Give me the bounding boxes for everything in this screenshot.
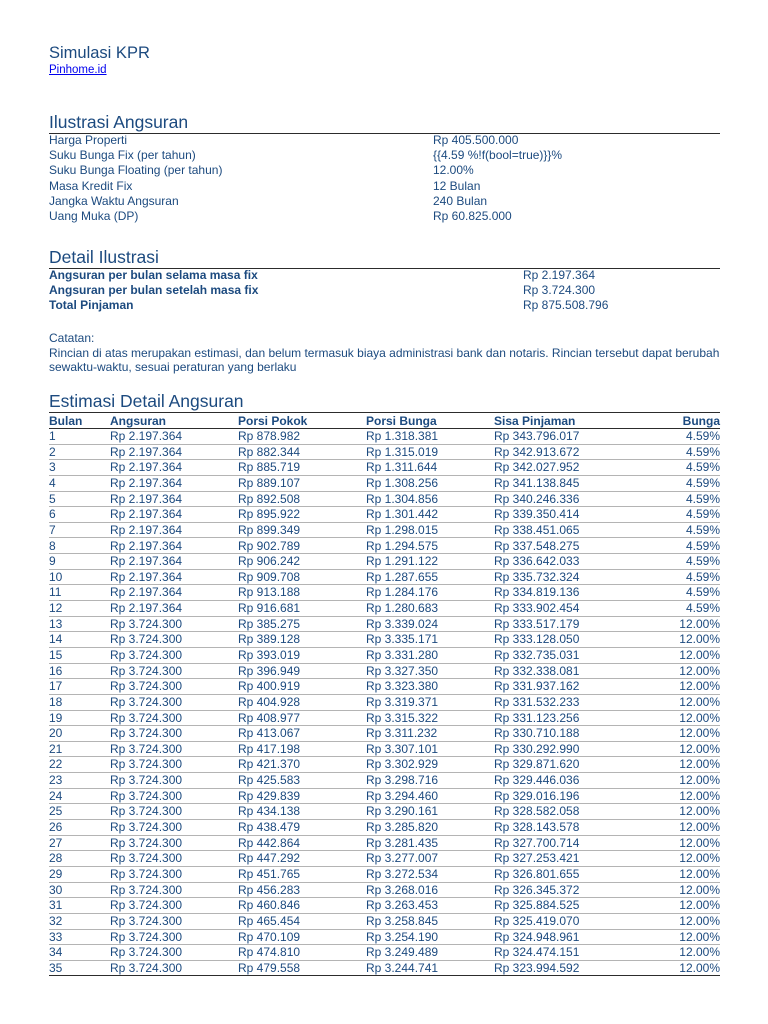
ilustrasi-value: {{4.59 %!f(bool=true)}}% [433,148,563,163]
cell-bunga: 4.59% [622,491,720,507]
cell-bunga: 12.00% [622,866,720,882]
cell-sisa-pinjaman: Rp 337.548.275 [494,538,622,554]
cell-porsi-pokok: Rp 460.846 [238,898,366,914]
cell-sisa-pinjaman: Rp 330.292.990 [494,741,622,757]
cell-porsi-pokok: Rp 385.275 [238,616,366,632]
cell-porsi-pokok: Rp 404.928 [238,694,366,710]
cell-porsi-bunga: Rp 1.308.256 [366,475,494,491]
ilustrasi-label: Suku Bunga Floating (per tahun) [49,163,223,178]
ilustrasi-row [49,148,720,163]
cell-sisa-pinjaman: Rp 325.419.070 [494,913,622,929]
cell-porsi-pokok: Rp 470.109 [238,929,366,945]
installment-table [49,412,720,976]
cell-sisa-pinjaman: Rp 332.338.081 [494,663,622,679]
cell-angsuran: Rp 2.197.364 [110,507,238,523]
cell-bunga: 12.00% [622,647,720,663]
table-row [49,882,720,898]
cell-bulan: 11 [49,585,110,601]
detail-value: Rp 2.197.364 [523,268,596,282]
notes-body: Rincian di atas merupakan estimasi, dan belum termasuk biaya administrasi bank dan notaris. Rincian tersebut dapat berubah sewaktu-waktu, sesuai peraturan yang berlaku [49,345,720,374]
table-row [49,804,720,820]
cell-porsi-bunga: Rp 1.291.122 [366,554,494,570]
section-title-estimasi: Estimasi Detail Angsuran [49,390,720,413]
cell-porsi-bunga: Rp 3.323.380 [366,679,494,695]
header-porsi-pokok: Porsi Pokok [238,412,366,429]
table-row [49,679,720,695]
table-row [49,601,720,617]
cell-bulan: 19 [49,710,110,726]
ilustrasi-row [49,194,720,209]
table-row [49,554,720,570]
cell-porsi-bunga: Rp 3.290.161 [366,804,494,820]
section-title-ilustrasi: Ilustrasi Angsuran [49,111,720,134]
cell-angsuran: Rp 3.724.300 [110,741,238,757]
cell-bunga: 12.00% [622,882,720,898]
ilustrasi-row [49,209,720,224]
cell-bulan: 15 [49,647,110,663]
table-row [49,475,720,491]
cell-bulan: 9 [49,554,110,570]
detail-row [49,298,720,313]
cell-bulan: 24 [49,788,110,804]
cell-angsuran: Rp 2.197.364 [110,522,238,538]
cell-porsi-bunga: Rp 3.254.190 [366,929,494,945]
ilustrasi-value: 12.00% [433,163,474,178]
table-row [49,757,720,773]
cell-sisa-pinjaman: Rp 333.902.454 [494,601,622,617]
table-row [49,773,720,789]
cell-porsi-bunga: Rp 3.285.820 [366,820,494,836]
ilustrasi-label: Harga Properti [49,133,128,147]
cell-angsuran: Rp 3.724.300 [110,882,238,898]
cell-bulan: 35 [49,960,110,976]
cell-bulan: 1 [49,429,110,445]
cell-porsi-bunga: Rp 1.311.644 [366,460,494,476]
cell-porsi-pokok: Rp 479.558 [238,960,366,976]
notes-block [49,331,720,375]
table-row [49,491,720,507]
cell-sisa-pinjaman: Rp 343.796.017 [494,429,622,445]
cell-angsuran: Rp 2.197.364 [110,475,238,491]
cell-sisa-pinjaman: Rp 326.801.655 [494,866,622,882]
table-row [49,960,720,976]
ilustrasi-row [49,163,720,178]
cell-sisa-pinjaman: Rp 335.732.324 [494,569,622,585]
cell-porsi-bunga: Rp 3.298.716 [366,773,494,789]
cell-porsi-pokok: Rp 396.949 [238,663,366,679]
cell-sisa-pinjaman: Rp 340.246.336 [494,491,622,507]
cell-bunga: 12.00% [622,788,720,804]
cell-porsi-pokok: Rp 885.719 [238,460,366,476]
cell-bunga: 12.00% [622,773,720,789]
cell-porsi-bunga: Rp 1.304.856 [366,491,494,507]
cell-sisa-pinjaman: Rp 331.123.256 [494,710,622,726]
cell-angsuran: Rp 3.724.300 [110,804,238,820]
cell-bulan: 10 [49,569,110,585]
cell-angsuran: Rp 3.724.300 [110,616,238,632]
document-title: Simulasi KPR [49,44,150,62]
cell-porsi-bunga: Rp 1.284.176 [366,585,494,601]
cell-sisa-pinjaman: Rp 341.138.845 [494,475,622,491]
cell-porsi-bunga: Rp 3.249.489 [366,945,494,961]
table-row [49,569,720,585]
cell-angsuran: Rp 2.197.364 [110,585,238,601]
cell-angsuran: Rp 2.197.364 [110,538,238,554]
cell-bunga: 4.59% [622,569,720,585]
cell-angsuran: Rp 3.724.300 [110,663,238,679]
cell-porsi-bunga: Rp 3.335.171 [366,632,494,648]
cell-porsi-bunga: Rp 3.281.435 [366,835,494,851]
cell-porsi-pokok: Rp 434.138 [238,804,366,820]
table-row [49,632,720,648]
cell-sisa-pinjaman: Rp 338.451.065 [494,522,622,538]
cell-porsi-bunga: Rp 3.327.350 [366,663,494,679]
pinhome-link[interactable]: Pinhome.id [49,64,107,76]
cell-angsuran: Rp 3.724.300 [110,929,238,945]
cell-bunga: 4.59% [622,475,720,491]
cell-porsi-pokok: Rp 899.349 [238,522,366,538]
cell-porsi-bunga: Rp 3.315.322 [366,710,494,726]
table-row [49,460,720,476]
cell-porsi-bunga: Rp 3.268.016 [366,882,494,898]
cell-sisa-pinjaman: Rp 332.735.031 [494,647,622,663]
cell-porsi-pokok: Rp 451.765 [238,866,366,882]
cell-porsi-pokok: Rp 417.198 [238,741,366,757]
ilustrasi-label: Masa Kredit Fix [49,178,133,193]
table-row [49,710,720,726]
cell-sisa-pinjaman: Rp 325.884.525 [494,898,622,914]
cell-porsi-pokok: Rp 393.019 [238,647,366,663]
cell-angsuran: Rp 3.724.300 [110,647,238,663]
cell-angsuran: Rp 2.197.364 [110,460,238,476]
table-row [49,788,720,804]
cell-angsuran: Rp 3.724.300 [110,694,238,710]
cell-porsi-pokok: Rp 438.479 [238,820,366,836]
cell-bulan: 28 [49,851,110,867]
ilustrasi-label: Uang Muka (DP) [49,208,139,223]
cell-bunga: 4.59% [622,601,720,617]
cell-porsi-pokok: Rp 474.810 [238,945,366,961]
cell-porsi-bunga: Rp 3.272.534 [366,866,494,882]
cell-angsuran: Rp 3.724.300 [110,726,238,742]
cell-angsuran: Rp 2.197.364 [110,569,238,585]
table-row [49,429,720,445]
table-row [49,507,720,523]
cell-bunga: 12.00% [622,929,720,945]
cell-porsi-bunga: Rp 3.263.453 [366,898,494,914]
cell-porsi-pokok: Rp 889.107 [238,475,366,491]
cell-porsi-pokok: Rp 882.344 [238,444,366,460]
table-row [49,444,720,460]
cell-bunga: 12.00% [622,898,720,914]
cell-porsi-pokok: Rp 909.708 [238,569,366,585]
table-row [49,647,720,663]
cell-porsi-bunga: Rp 3.331.280 [366,647,494,663]
header-bulan: Bulan [49,412,110,429]
cell-bunga: 12.00% [622,632,720,648]
cell-bulan: 20 [49,726,110,742]
cell-sisa-pinjaman: Rp 331.532.233 [494,694,622,710]
cell-angsuran: Rp 3.724.300 [110,788,238,804]
cell-sisa-pinjaman: Rp 324.474.151 [494,945,622,961]
cell-sisa-pinjaman: Rp 326.345.372 [494,882,622,898]
cell-bunga: 4.59% [622,460,720,476]
header-porsi-bunga: Porsi Bunga [366,412,494,429]
cell-angsuran: Rp 3.724.300 [110,757,238,773]
cell-bulan: 29 [49,866,110,882]
cell-sisa-pinjaman: Rp 327.700.714 [494,835,622,851]
cell-bulan: 26 [49,820,110,836]
cell-porsi-bunga: Rp 3.294.460 [366,788,494,804]
cell-sisa-pinjaman: Rp 329.016.196 [494,788,622,804]
cell-sisa-pinjaman: Rp 324.948.961 [494,929,622,945]
cell-bulan: 13 [49,616,110,632]
cell-porsi-pokok: Rp 408.977 [238,710,366,726]
cell-bunga: 4.59% [622,554,720,570]
cell-bulan: 23 [49,773,110,789]
cell-bunga: 12.00% [622,757,720,773]
cell-bunga: 4.59% [622,538,720,554]
cell-bulan: 18 [49,694,110,710]
cell-porsi-pokok: Rp 895.922 [238,507,366,523]
cell-porsi-pokok: Rp 425.583 [238,773,366,789]
detail-label: Angsuran per bulan selama masa fix [49,268,258,282]
cell-bulan: 16 [49,663,110,679]
cell-porsi-pokok: Rp 447.292 [238,851,366,867]
detail-label: Total Pinjaman [49,298,134,313]
cell-bunga: 12.00% [622,741,720,757]
table-row [49,538,720,554]
cell-sisa-pinjaman: Rp 327.253.421 [494,851,622,867]
table-row [49,741,720,757]
cell-bunga: 12.00% [622,851,720,867]
ilustrasi-label: Suku Bunga Fix (per tahun) [49,148,196,163]
header-bunga: Bunga [622,412,720,429]
cell-angsuran: Rp 3.724.300 [110,632,238,648]
cell-bulan: 27 [49,835,110,851]
table-row [49,694,720,710]
cell-sisa-pinjaman: Rp 323.994.592 [494,960,622,976]
ilustrasi-value: Rp 405.500.000 [433,133,519,147]
cell-angsuran: Rp 3.724.300 [110,945,238,961]
cell-bulan: 14 [49,632,110,648]
cell-porsi-bunga: Rp 1.298.015 [366,522,494,538]
table-row [49,945,720,961]
cell-porsi-bunga: Rp 1.315.019 [366,444,494,460]
cell-sisa-pinjaman: Rp 342.913.672 [494,444,622,460]
ilustrasi-value: 12 Bulan [433,178,481,193]
cell-bulan: 30 [49,882,110,898]
cell-porsi-pokok: Rp 389.128 [238,632,366,648]
cell-bunga: 4.59% [622,585,720,601]
cell-bunga: 4.59% [622,522,720,538]
cell-porsi-bunga: Rp 3.277.007 [366,851,494,867]
cell-sisa-pinjaman: Rp 328.582.058 [494,804,622,820]
cell-bunga: 12.00% [622,679,720,695]
cell-sisa-pinjaman: Rp 334.819.136 [494,585,622,601]
cell-porsi-pokok: Rp 892.508 [238,491,366,507]
cell-bulan: 4 [49,475,110,491]
header-sisa-pinjaman: Sisa Pinjaman [494,412,622,429]
cell-porsi-bunga: Rp 3.319.371 [366,694,494,710]
cell-bulan: 17 [49,679,110,695]
cell-bulan: 31 [49,898,110,914]
cell-porsi-bunga: Rp 3.302.929 [366,757,494,773]
cell-bunga: 12.00% [622,960,720,976]
section-title-detail: Detail Ilustrasi [49,246,720,269]
notes-label: Catatan: [49,331,95,345]
detail-value: Rp 875.508.796 [523,298,609,313]
cell-porsi-pokok: Rp 916.681 [238,601,366,617]
table-row [49,616,720,632]
table-row [49,835,720,851]
cell-bunga: 12.00% [622,663,720,679]
detail-label: Angsuran per bulan setelah masa fix [49,283,259,298]
ilustrasi-value: Rp 60.825.000 [433,208,512,223]
cell-bulan: 7 [49,522,110,538]
cell-porsi-pokok: Rp 421.370 [238,757,366,773]
cell-angsuran: Rp 3.724.300 [110,710,238,726]
table-row [49,726,720,742]
cell-bunga: 12.00% [622,726,720,742]
cell-bulan: 21 [49,741,110,757]
cell-angsuran: Rp 2.197.364 [110,429,238,445]
cell-angsuran: Rp 2.197.364 [110,601,238,617]
cell-porsi-pokok: Rp 906.242 [238,554,366,570]
cell-bulan: 12 [49,601,110,617]
cell-angsuran: Rp 3.724.300 [110,773,238,789]
cell-bunga: 12.00% [622,616,720,632]
table-row [49,898,720,914]
cell-bulan: 3 [49,460,110,476]
cell-angsuran: Rp 3.724.300 [110,851,238,867]
cell-bunga: 12.00% [622,913,720,929]
table-row [49,820,720,836]
cell-porsi-pokok: Rp 902.789 [238,538,366,554]
cell-angsuran: Rp 3.724.300 [110,960,238,976]
cell-porsi-bunga: Rp 3.244.741 [366,960,494,976]
table-row [49,663,720,679]
table-row [49,851,720,867]
cell-angsuran: Rp 3.724.300 [110,679,238,695]
cell-bulan: 34 [49,945,110,961]
cell-sisa-pinjaman: Rp 342.027.952 [494,460,622,476]
cell-porsi-bunga: Rp 3.307.101 [366,741,494,757]
cell-sisa-pinjaman: Rp 331.937.162 [494,679,622,695]
cell-bunga: 4.59% [622,429,720,445]
cell-angsuran: Rp 3.724.300 [110,866,238,882]
table-row [49,866,720,882]
ilustrasi-row [49,179,720,194]
cell-sisa-pinjaman: Rp 339.350.414 [494,507,622,523]
table-row [49,522,720,538]
cell-bunga: 12.00% [622,945,720,961]
cell-porsi-pokok: Rp 465.454 [238,913,366,929]
cell-porsi-bunga: Rp 3.258.845 [366,913,494,929]
cell-angsuran: Rp 2.197.364 [110,444,238,460]
cell-porsi-bunga: Rp 1.318.381 [366,429,494,445]
cell-angsuran: Rp 3.724.300 [110,898,238,914]
cell-porsi-pokok: Rp 878.982 [238,429,366,445]
cell-porsi-pokok: Rp 442.864 [238,835,366,851]
detail-row [49,283,720,298]
cell-bunga: 12.00% [622,820,720,836]
cell-angsuran: Rp 2.197.364 [110,491,238,507]
cell-porsi-bunga: Rp 3.311.232 [366,726,494,742]
table-row [49,585,720,601]
cell-sisa-pinjaman: Rp 328.143.578 [494,820,622,836]
ilustrasi-value: 240 Bulan [433,193,488,208]
cell-sisa-pinjaman: Rp 329.871.620 [494,757,622,773]
header-angsuran: Angsuran [110,412,238,429]
cell-porsi-pokok: Rp 456.283 [238,882,366,898]
cell-porsi-bunga: Rp 1.301.442 [366,507,494,523]
cell-bunga: 4.59% [622,444,720,460]
cell-angsuran: Rp 3.724.300 [110,835,238,851]
cell-porsi-pokok: Rp 913.188 [238,585,366,601]
cell-porsi-pokok: Rp 429.839 [238,788,366,804]
cell-sisa-pinjaman: Rp 329.446.036 [494,773,622,789]
table-header-row [49,412,720,429]
cell-bunga: 12.00% [622,804,720,820]
cell-porsi-bunga: Rp 1.294.575 [366,538,494,554]
cell-porsi-bunga: Rp 3.339.024 [366,616,494,632]
detail-list [49,268,720,314]
ilustrasi-list [49,133,720,224]
cell-porsi-bunga: Rp 1.287.655 [366,569,494,585]
detail-value: Rp 3.724.300 [523,283,596,298]
cell-angsuran: Rp 3.724.300 [110,913,238,929]
cell-porsi-pokok: Rp 413.067 [238,726,366,742]
cell-bunga: 4.59% [622,507,720,523]
cell-sisa-pinjaman: Rp 336.642.033 [494,554,622,570]
cell-bulan: 25 [49,804,110,820]
cell-porsi-pokok: Rp 400.919 [238,679,366,695]
detail-row [49,268,720,283]
cell-bulan: 8 [49,538,110,554]
cell-bulan: 33 [49,929,110,945]
table-row [49,913,720,929]
cell-porsi-bunga: Rp 1.280.683 [366,601,494,617]
cell-sisa-pinjaman: Rp 333.517.179 [494,616,622,632]
cell-bulan: 32 [49,913,110,929]
table-body [49,429,720,976]
cell-bulan: 22 [49,757,110,773]
cell-bunga: 12.00% [622,835,720,851]
ilustrasi-row [49,133,720,148]
cell-angsuran: Rp 3.724.300 [110,820,238,836]
cell-sisa-pinjaman: Rp 330.710.188 [494,726,622,742]
cell-sisa-pinjaman: Rp 333.128.050 [494,632,622,648]
cell-bulan: 5 [49,491,110,507]
cell-angsuran: Rp 2.197.364 [110,554,238,570]
cell-bulan: 6 [49,507,110,523]
table-row [49,929,720,945]
ilustrasi-label: Jangka Waktu Angsuran [49,193,179,208]
cell-bunga: 12.00% [622,694,720,710]
cell-bunga: 12.00% [622,710,720,726]
cell-bulan: 2 [49,444,110,460]
